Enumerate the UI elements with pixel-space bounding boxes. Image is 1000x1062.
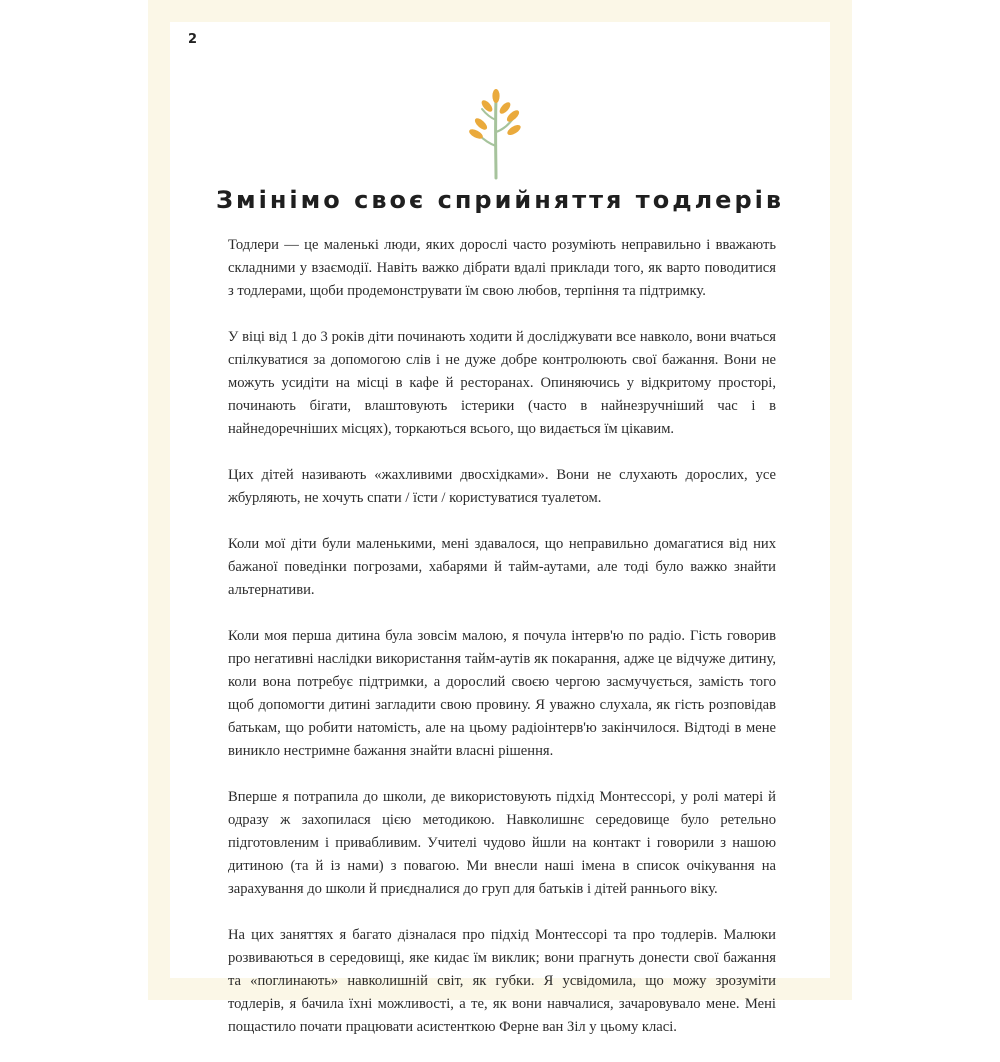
paragraph: У віці від 1 до 3 років діти починають ходити й досліджувати все навколо, вони вчаться спілкуватися за допомогою слів і не дуже добре контролюють свої бажання. Вони не можуть усидіти на місці в кафе й ресторанах. Опиняючись у відкритому просторі, починають бігати, влаштовують істерики (часто в найнезручніший час і в найнедоречніших місцях), торкаються всього, що видається їм цікавим. [228,329,776,437]
paragraph: На цих заняттях я багато дізналася про підхід Монтессорі та про тодлерів. Малюки розвиваються в середовищі, яке кидає їм виклик; вони прагнуть донести свої бажання та «поглинають» навколишній світ, як губки. Я усвідомила, що можу зрозуміти тодлерів, я бачила їхні можливості, а те, як вони навчалися, зачаровувало мене. Мені пощастило почати працювати асистенткою Ферне ван Зіл у цьому класі. [228,927,776,1035]
paragraph: Вперше я потрапила до школи, де використовують підхід Монтессорі, у ролі матері й одразу ж захопилася цією методикою. Навколишнє середовище було ретельно підготовленим і привабливим. Учителі чудово йшли на контакт і говорили з нашою дитиною (та й із нами) з повагою. Ми внесли наші імена в список очікування на зарахування до школи й приєдналися до груп для батьків і дітей раннього віку. [228,789,776,897]
paragraph: Цих дітей називають «жахливими двосхідками». Вони не слухають дорослих, усе жбурляють, не хочуть спати / їсти / користуватися туалетом. [228,467,776,506]
body-text [228,234,776,1062]
book-page [170,22,830,1035]
page-number: 2 [188,32,198,47]
chapter-heading: Змінімо своє сприйняття тодлерів [215,186,785,214]
sprig-icon [466,88,526,180]
paragraph: Коли моя перша дитина була зовсім малою, я почула інтерв'ю по радіо. Гість говорив про негативні наслідки використання тайм-аутів як покарання, адже це відчуже дитину, коли вона потребує підтримки, а дорослий своєю чергою засмучується, замість того щоб допомогти дитині загладити свою провину. Я уважно слухала, як гість розповідав батькам, що робити натомість, але на цьому радіоінтерв'ю закінчилося. Відтоді в мене виникло нестримне бажання знайти власні рішення. [228,628,776,759]
paragraph: Коли мої діти були маленькими, мені здавалося, що неправильно домагатися від них бажаної поведінки погрозами, хабарями й тайм-аутами, але тоді було важко знайти альтернативи. [228,536,776,598]
paragraph: Тодлери — це маленькі люди, яких дорослі часто розуміють неправильно і вважають складними у взаємодії. Навіть важко дібрати вдалі приклади того, як варто поводитися з тодлерами, щоби продемонструвати їм свою любов, терпіння та підтримку. [228,237,776,299]
